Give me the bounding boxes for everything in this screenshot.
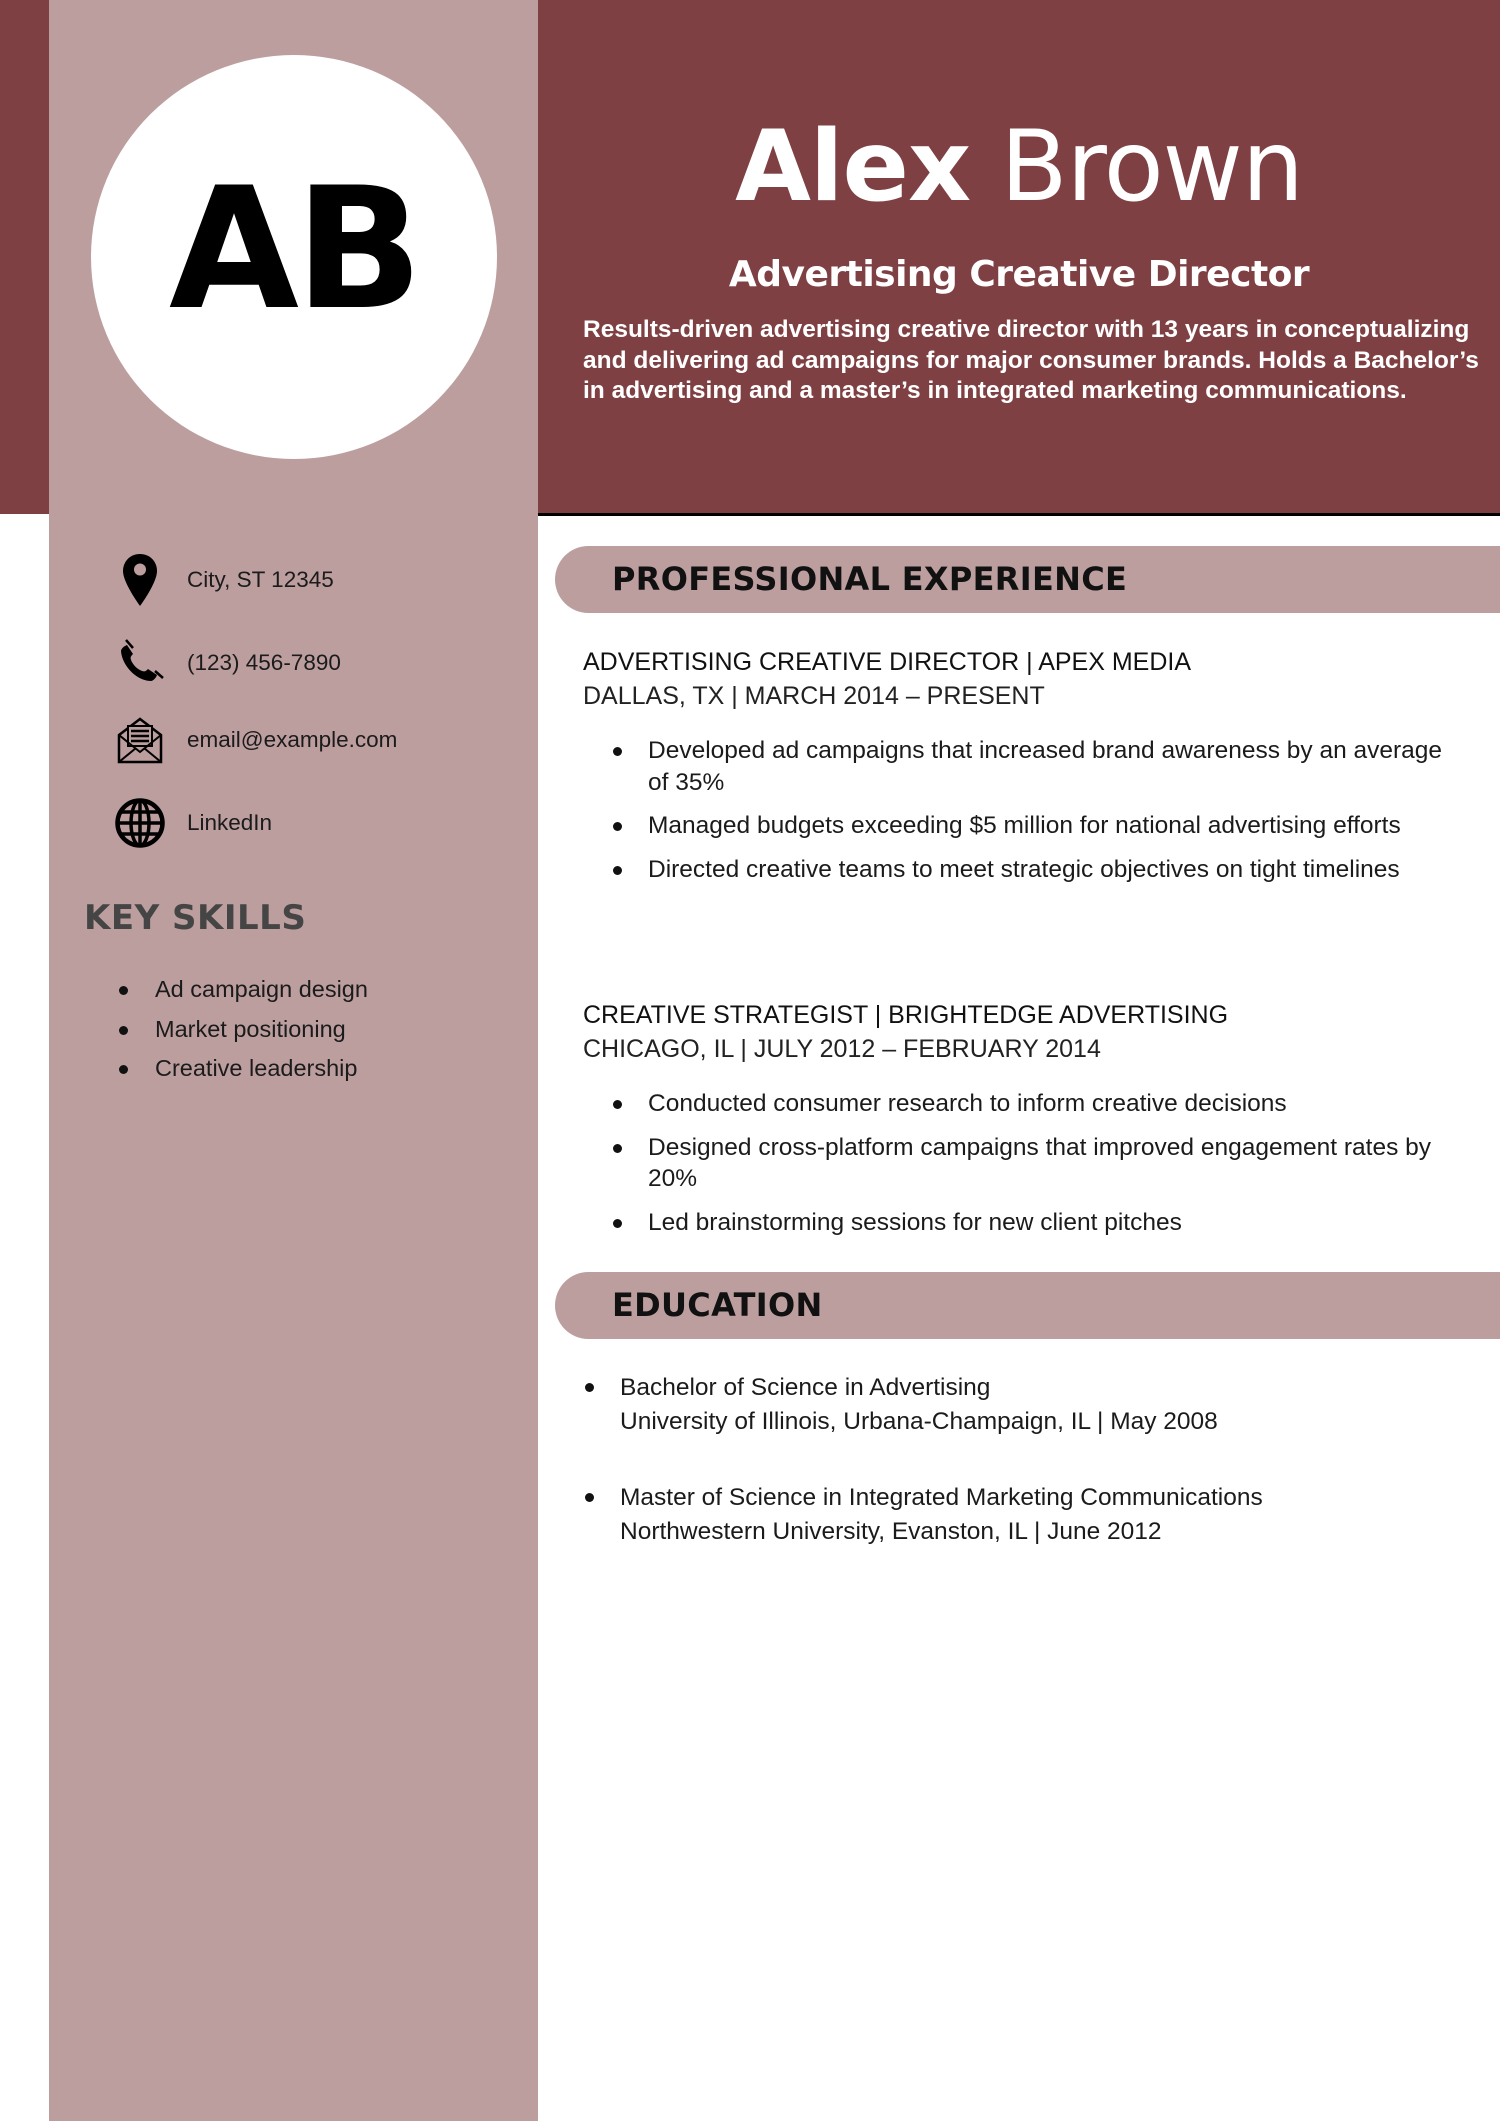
monogram-avatar	[91, 55, 497, 459]
first-name: Alex	[735, 110, 971, 224]
school-line: Northwestern University, Evanston, IL | June 2012	[620, 1518, 1162, 1545]
job-entry	[583, 645, 1463, 885]
school-line: University of Illinois, Urbana-Champaign, IL | May 2008	[620, 1408, 1218, 1435]
last-name: Brown	[1000, 110, 1303, 224]
job-bullet: Designed cross-platform campaigns that improved engagement rates by 20%	[583, 1132, 1463, 1195]
job-meta-line: CHICAGO, IL | JULY 2012 – FEBRUARY 2014	[583, 1035, 1101, 1063]
degree: Bachelor of Science in Advertising	[620, 1374, 991, 1401]
job-bullet: Directed creative teams to meet strategic objectives on tight timelines	[583, 854, 1463, 886]
contact-location	[110, 550, 334, 610]
job-bullet: Conducted consumer research to inform creative decisions	[583, 1088, 1463, 1120]
section-header-education	[555, 1272, 1500, 1339]
job-entry	[583, 998, 1463, 1238]
linkedin-link[interactable]: LinkedIn	[187, 810, 273, 835]
email-text[interactable]: email@example.com	[187, 727, 398, 752]
job-meta-line: DALLAS, TX | MARCH 2014 – PRESENT	[583, 682, 1045, 710]
skill-item: Ad campaign design	[115, 970, 368, 1010]
education-list	[583, 1371, 1463, 1549]
job-title-line: ADVERTISING CREATIVE DIRECTOR | APEX MEDIA	[583, 648, 1192, 676]
contact-email	[110, 710, 398, 770]
experience-heading: PROFESSIONAL EXPERIENCE	[612, 560, 1128, 598]
resume-header	[538, 0, 1500, 514]
candidate-name	[538, 110, 1500, 224]
skills-list	[115, 970, 368, 1089]
education-item	[583, 1371, 1463, 1439]
job-bullet: Developed ad campaigns that increased brand awareness by an average of 35%	[583, 735, 1463, 798]
job-title-heading: Advertising Creative Director	[728, 254, 1310, 295]
phone-icon	[110, 633, 170, 693]
job-bullets	[583, 735, 1463, 885]
phone-text: (123) 456-7890	[187, 650, 341, 675]
job-title-line: CREATIVE STRATEGIST | BRIGHTEDGE ADVERTISING	[583, 1001, 1229, 1029]
location-pin-icon	[110, 550, 170, 610]
job-bullet: Led brainstorming sessions for new client pitches	[583, 1207, 1463, 1239]
email-envelope-icon	[110, 710, 170, 770]
professional-summary: Results-driven advertising creative director with 13 years in conceptualizing and delivering ad campaigns for major consumer brands. Holds a Bachelor’s in advertising and a master’s in integrated marketing communications.	[583, 316, 1479, 404]
contact-phone	[110, 633, 341, 693]
globe-icon	[110, 793, 170, 853]
location-text: City, ST 12345	[187, 567, 334, 592]
education-heading: EDUCATION	[612, 1286, 823, 1324]
skills-heading: KEY SKILLS	[84, 898, 307, 938]
section-header-experience	[555, 546, 1500, 613]
job-bullets	[583, 1088, 1463, 1238]
skill-item: Creative leadership	[115, 1049, 368, 1089]
monogram-initials: AB	[168, 151, 420, 347]
job-bullet: Managed budgets exceeding $5 million for national advertising efforts	[583, 810, 1463, 842]
contact-linkedin	[110, 793, 273, 853]
skill-item: Market positioning	[115, 1010, 368, 1050]
education-item	[583, 1481, 1463, 1549]
degree: Master of Science in Integrated Marketing Communications	[620, 1484, 1263, 1511]
